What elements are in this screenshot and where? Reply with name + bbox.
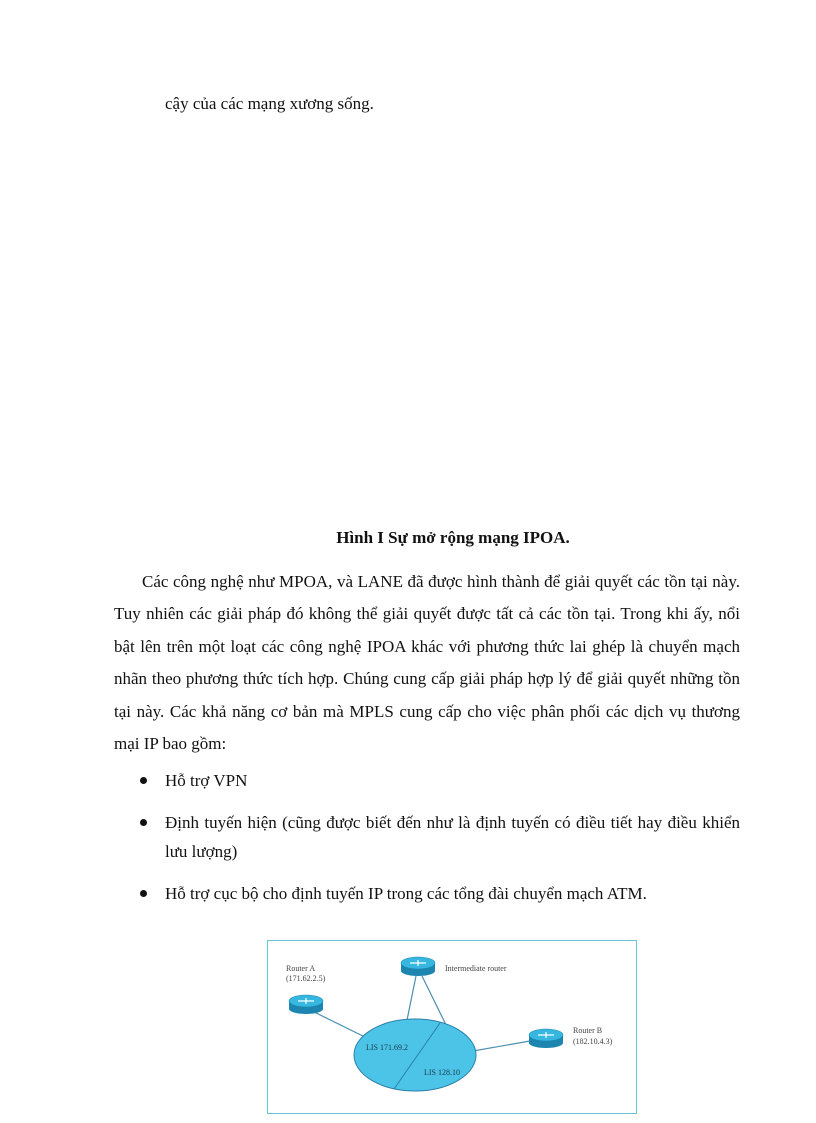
lis-cloud	[354, 1019, 476, 1091]
router-b-ip: (182.10.4.3)	[573, 1037, 613, 1046]
network-diagram	[267, 940, 637, 1114]
router-b-label: Router B	[573, 1026, 603, 1035]
lis-2-label: LIS 128.10	[424, 1068, 460, 1077]
list-item: Định tuyến hiện (cũng được biết đến như là định tuyến có điều tiết hay điều khiển lưu lượng)	[114, 808, 740, 866]
router-b-icon	[529, 1029, 563, 1048]
bullet-list	[114, 766, 740, 921]
bullet-icon	[140, 890, 147, 897]
lis-1-label: LIS 171.69.2	[366, 1043, 408, 1052]
router-a-ip: (171.62.2.5)	[286, 974, 326, 983]
router-a-label: Router A	[286, 964, 316, 973]
link-intermediate-left	[406, 976, 416, 1025]
paragraph-text: Các công nghệ như MPOA, và LANE đã được hình thành để giải quyết các tồn tại này. Tuy nhiên các giải pháp đó không thể giải quyết được tất cả các tồn tại. Trong khi ấy, nổi bật lên trên một loạt các công nghệ IPOA khác với phương thức lai ghép là chuyển mạch nhãn theo phương thức tích hợp. Chúng cung cấp giải pháp hợp lý để giải quyết những tồn tại này. Các khả năng cơ bản mà MPLS cung cấp cho việc phân phối các dịch vụ thương mại IP bao gồm:	[114, 572, 740, 754]
network-diagram-svg	[268, 941, 636, 1113]
link-b	[473, 1041, 530, 1051]
bullet-icon	[140, 777, 147, 784]
router-intermediate-icon	[401, 957, 435, 976]
list-item: Hỗ trợ VPN	[114, 766, 740, 795]
list-item: Hỗ trợ cục bộ cho định tuyến IP trong các tổng đài chuyển mạch ATM.	[114, 879, 740, 908]
text-line-top: cậy của các mạng xương sống.	[165, 94, 374, 113]
intermediate-router-label: Intermediate router	[445, 964, 507, 973]
router-a-icon	[289, 995, 323, 1014]
body-paragraph	[114, 566, 740, 760]
bullet-icon	[140, 819, 147, 826]
figure-caption: Hình I Sự mở rộng mạng IPOA.	[336, 528, 570, 547]
